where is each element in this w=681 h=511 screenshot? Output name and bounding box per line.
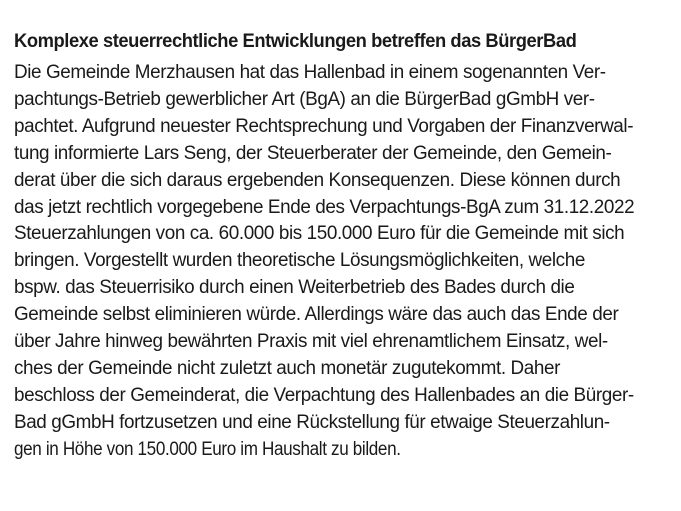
body-line: das jetzt rechtlich vorgegebene Ende des Verpachtungs-BgA zum 31.12.2022 — [14, 196, 635, 218]
body-line: bringen. Vorgestellt wurden theoretische Lösungsmöglichkeiten, welche — [14, 250, 585, 272]
body-line: derat über die sich daraus ergebenden Konsequenzen. Diese können durch — [14, 169, 621, 191]
body-line: tung informierte Lars Seng, der Steuerberater der Gemeinde, den Gemein- — [14, 142, 612, 164]
body-line: Gemeinde selbst eliminieren würde. Allerdings wäre das auch das Ende der — [14, 304, 619, 326]
article-body — [14, 60, 670, 464]
body-line: ches der Gemeinde nicht zuletzt auch monetär zugutekommt. Daher — [14, 357, 560, 379]
body-line: gen in Höhe von 150.000 Euro im Haushalt zu bilden. — [14, 438, 401, 460]
body-line: Steuerzahlungen von ca. 60.000 bis 150.000 Euro für die Gemeinde mit sich — [14, 223, 625, 245]
article-headline: Komplexe steuerrechtliche Entwicklungen betreffen das BürgerBad — [14, 31, 577, 52]
body-line: pachtet. Aufgrund neuester Rechtsprechung und Vorgaben der Finanzverwal- — [14, 115, 634, 137]
body-line: bspw. das Steuerrisiko durch einen Weiterbetrieb des Bades durch die — [14, 277, 575, 299]
body-line: pachtungs-Betrieb gewerblicher Art (BgA) an die BürgerBad gGmbH ver- — [14, 88, 595, 110]
body-line: Die Gemeinde Merzhausen hat das Hallenbad in einem sogenannten Ver- — [14, 62, 606, 83]
body-line: über Jahre hinweg bewährten Praxis mit viel ehrenamtlichem Einsatz, wel- — [14, 331, 608, 353]
body-line: beschloss der Gemeinderat, die Verpachtung des Hallenbades an die Bürger- — [14, 384, 634, 406]
body-line: Bad gGmbH fortzusetzen und eine Rückstellung für etwaige Steuerzahlun- — [14, 411, 610, 433]
article — [14, 30, 670, 464]
